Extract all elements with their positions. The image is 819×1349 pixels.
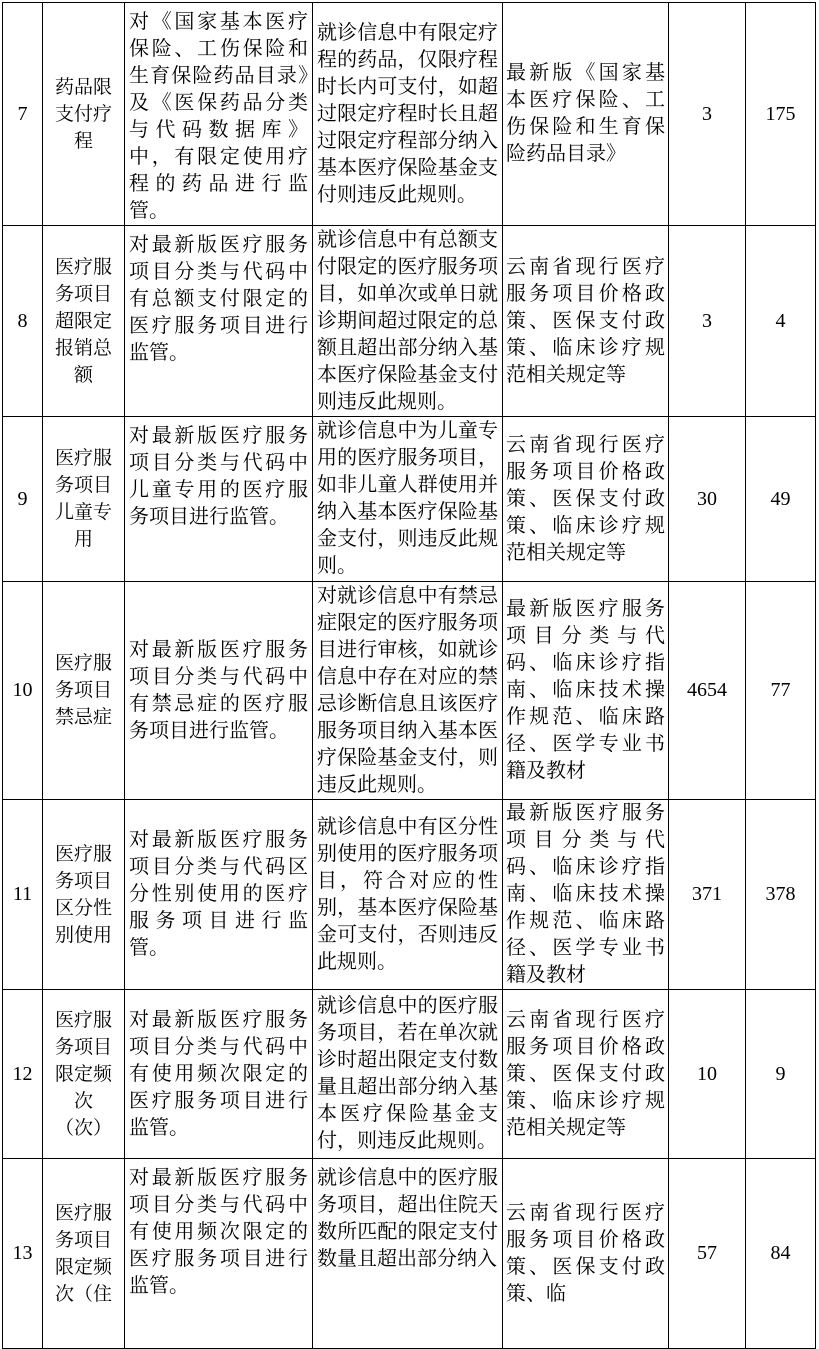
rule-scope-cell: 对最新版医疗服务项目分类与代码中有使用频次限定的医疗服务项目进行监管。 <box>125 1159 313 1349</box>
rule-index-cell: 7 <box>3 3 43 226</box>
rule-basis-cell: 最新版《国家基本医疗保险、工伤保险和生育保险药品目录》 <box>503 3 669 226</box>
rule-count-cell: 10 <box>669 990 746 1159</box>
rules-table-body <box>3 3 816 1349</box>
rule-detail-cell: 就诊信息中有区分性别使用的医疗服务项目，符合对应的性别，基本医疗保险基金可支付，否则违反此规则。 <box>313 800 503 990</box>
rule-index-cell: 13 <box>3 1159 43 1349</box>
table-row <box>3 582 816 800</box>
rule-name-cell: 药品限支付疗程 <box>43 3 125 226</box>
rule-scope-cell: 对最新版医疗服务项目分类与代码中有总额支付限定的医疗服务项目进行监管。 <box>125 226 313 417</box>
table-row <box>3 3 816 226</box>
rule-detail-cell: 就诊信息中为儿童专用的医疗服务项目，如非儿童人群使用并纳入基本医疗保险基金支付，则违反此规则。 <box>313 417 503 582</box>
rule-count-cell: 3 <box>669 226 746 417</box>
rule-index-cell: 12 <box>3 990 43 1159</box>
medical-insurance-rules-table <box>2 2 816 1349</box>
rule-detail-cell: 就诊信息中的医疗服务项目，超出住院天数所匹配的限定支付数量且超出部分纳入 <box>313 1159 503 1349</box>
rule-basis-cell: 云南省现行医疗服务项目价格政策、医保支付政策、临床诊疗规范相关规定等 <box>503 226 669 417</box>
rule-count-cell: 4654 <box>669 582 746 800</box>
rule-count-cell: 371 <box>669 800 746 990</box>
rule-count-cell: 57 <box>669 1159 746 1349</box>
table-row <box>3 990 816 1159</box>
rule-basis-cell: 云南省现行医疗服务项目价格政策、医保支付政策、临床诊疗规范相关规定等 <box>503 417 669 582</box>
rule-scope-cell: 对最新版医疗服务项目分类与代码中儿童专用的医疗服务项目进行监管。 <box>125 417 313 582</box>
rule-detail-cell: 就诊信息中的医疗服务项目，若在单次就诊时超出限定支付数量且超出部分纳入基本医疗保险基金支付，则违反此规则。 <box>313 990 503 1159</box>
rule-count-cell: 49 <box>746 417 816 582</box>
rule-detail-cell: 就诊信息中有总额支付限定的医疗服务项目，如单次或单日就诊期间超过限定的总额且超出部分纳入基本医疗保险基金支付则违反此规则。 <box>313 226 503 417</box>
rule-scope-cell: 对《国家基本医疗保险、工伤保险和生育保险药品目录》及《医保药品分类与代码数据库》中，有限定使用疗程的药品进行监管。 <box>125 3 313 226</box>
rule-count-cell: 378 <box>746 800 816 990</box>
table-row <box>3 800 816 990</box>
rule-count-cell: 84 <box>746 1159 816 1349</box>
rule-count-cell: 4 <box>746 226 816 417</box>
rule-count-cell: 9 <box>746 990 816 1159</box>
rule-count-cell: 30 <box>669 417 746 582</box>
rule-basis-cell: 最新版医疗服务项目分类与代码、临床诊疗指南、临床技术操作规范、临床路径、医学专业书籍及教材 <box>503 582 669 800</box>
rule-scope-cell: 对最新版医疗服务项目分类与代码中有使用频次限定的医疗服务项目进行监管。 <box>125 990 313 1159</box>
rule-index-cell: 10 <box>3 582 43 800</box>
rule-count-cell: 77 <box>746 582 816 800</box>
rule-basis-cell: 云南省现行医疗服务项目价格政策、医保支付政策、临床诊疗规范相关规定等 <box>503 990 669 1159</box>
rule-index-cell: 9 <box>3 417 43 582</box>
rule-detail-cell: 就诊信息中有限定疗程的药品，仅限疗程时长内可支付，如超过限定疗程时长且超过限定疗程部分纳入基本医疗保险基金支付则违反此规则。 <box>313 3 503 226</box>
rule-index-cell: 11 <box>3 800 43 990</box>
rule-name-cell: 医疗服务项目禁忌症 <box>43 582 125 800</box>
rule-name-cell: 医疗服务项目限定频次（次） <box>43 990 125 1159</box>
rule-name-cell: 医疗服务项目超限定报销总额 <box>43 226 125 417</box>
table-row <box>3 417 816 582</box>
rule-count-cell: 3 <box>669 3 746 226</box>
rule-detail-cell: 对就诊信息中有禁忌症限定的医疗服务项目进行审核，如就诊信息中存在对应的禁忌诊断信息且该医疗服务项目纳入基本医疗保险基金支付，则违反此规则。 <box>313 582 503 800</box>
rule-basis-cell: 最新版医疗服务项目分类与代码、临床诊疗指南、临床技术操作规范、临床路径、医学专业书籍及教材 <box>503 800 669 990</box>
rule-scope-cell: 对最新版医疗服务项目分类与代码区分性别使用的医疗服务项目进行监管。 <box>125 800 313 990</box>
table-row <box>3 1159 816 1349</box>
rule-name-cell: 医疗服务项目限定频次（住 <box>43 1159 125 1349</box>
rule-scope-cell: 对最新版医疗服务项目分类与代码中有禁忌症的医疗服务项目进行监管。 <box>125 582 313 800</box>
table-row <box>3 226 816 417</box>
rule-name-cell: 医疗服务项目区分性别使用 <box>43 800 125 990</box>
rule-name-cell: 医疗服务项目儿童专用 <box>43 417 125 582</box>
rule-count-cell: 175 <box>746 3 816 226</box>
rule-index-cell: 8 <box>3 226 43 417</box>
rule-basis-cell: 云南省现行医疗服务项目价格政策、医保支付政策、临 <box>503 1159 669 1349</box>
